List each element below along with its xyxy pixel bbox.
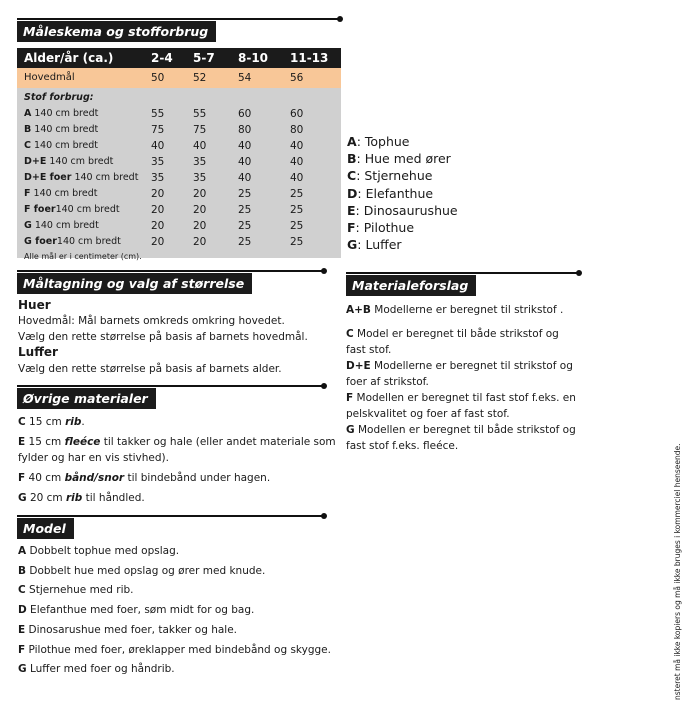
cell-value: 40: [290, 170, 341, 186]
model-item: [18, 622, 237, 638]
table-row: [17, 186, 341, 202]
section-rule: [17, 270, 324, 272]
ovrige-item: [18, 434, 336, 466]
table-subheading-row: [17, 88, 341, 106]
units-note: Alle mål er i centimeter (cm).: [24, 252, 142, 261]
table-header-cell: 11-13: [290, 48, 341, 68]
row-label: [17, 106, 151, 122]
materialeforslag-code: D+E: [346, 360, 371, 372]
table-header-cell: 2-4: [151, 48, 193, 68]
cell-value: 20: [193, 186, 238, 202]
ovrige-post: til bindebånd under hagen.: [124, 472, 271, 484]
cell-value: 80: [290, 122, 341, 138]
row-label: [17, 202, 151, 218]
model-code: B: [18, 564, 27, 577]
ovrige-line: fylder og har en vis stivhed).: [18, 452, 169, 464]
legend-code: G: [347, 237, 358, 253]
materialeforslag-item: [346, 302, 563, 318]
row-code: F foer: [24, 204, 56, 215]
model-code: F: [18, 643, 26, 656]
model-code: D: [18, 604, 27, 617]
model-text: Pilothue med foer, øreklapper med bindebånd og skygge.: [25, 643, 331, 656]
ovrige-emphasis: bånd/snor: [64, 472, 125, 484]
row-text: 140 cm bredt: [30, 140, 98, 151]
table-header-cell: Alder/år (ca.): [17, 48, 151, 68]
row-text: 140 cm bredt: [31, 124, 99, 135]
legend-code: C: [347, 168, 357, 184]
cell-value: 40: [290, 154, 341, 170]
copyright-note: nsteret må ikke kopiers og må ikke bruges i kommerciel henseende.: [673, 443, 682, 700]
cell-value: 25: [290, 186, 341, 202]
materialeforslag-item: [346, 326, 559, 358]
cell-value: 55: [151, 106, 193, 122]
row-label: [17, 170, 151, 186]
cell-value: 50: [151, 68, 193, 88]
row-text: 140 cm bredt: [46, 156, 114, 167]
table-row: [17, 234, 341, 250]
materialeforslag-code: A+B: [346, 304, 371, 316]
table-row: [17, 218, 341, 234]
ovrige-item: [18, 490, 145, 506]
legend-code: E: [347, 202, 356, 218]
cell-value: 35: [193, 170, 238, 186]
materialeforslag-line: pelskvalitet og foer af fast stof.: [346, 408, 510, 420]
cell-value: 20: [151, 218, 193, 234]
cell-value: 20: [151, 186, 193, 202]
row-label: [17, 186, 151, 202]
cell-value: 40: [238, 170, 290, 186]
cell-value: 35: [193, 154, 238, 170]
ovrige-pre: 15 cm: [25, 416, 66, 428]
legend-code: A: [347, 134, 357, 149]
legend-item: [347, 185, 458, 202]
legend-text: : Tophue: [356, 134, 410, 149]
model-text: Dobbelt hue med opslag og ører med knude.: [26, 564, 266, 577]
row-code: G: [24, 220, 32, 231]
materialeforslag-code: G: [346, 424, 355, 436]
table-row: [17, 170, 341, 186]
materialeforslag-code: F: [346, 392, 354, 404]
materialeforslag-text: Modellerne er beregnet til strikstof .: [370, 304, 564, 316]
materialeforslag-item: [346, 358, 573, 390]
row-code: G foer: [24, 236, 57, 247]
ovrige-emphasis: fleéce: [64, 436, 101, 448]
cell-value: 20: [193, 202, 238, 218]
huer-text-2: Vælg den rette størrelse på basis af barnets hovedmål.: [18, 331, 308, 343]
row-text: 140 cm bredt: [30, 188, 98, 199]
row-label: [17, 154, 151, 170]
luffer-heading: Luffer: [18, 345, 58, 359]
model-text: Dinosarushue med foer, takker og hale.: [25, 623, 238, 636]
materialeforslag-item: [346, 422, 576, 454]
cell-value: 56: [290, 68, 341, 88]
ovrige-item: [18, 414, 85, 430]
cell-value: 25: [238, 218, 290, 234]
row-label: [17, 122, 151, 138]
ovrige-pre: 15 cm: [25, 436, 65, 448]
model-legend: [347, 133, 458, 253]
ovrige-emphasis: rib: [65, 416, 82, 428]
legend-text: : Pilothue: [355, 220, 415, 236]
cell-value: 80: [238, 122, 290, 138]
cell-value: 35: [151, 170, 193, 186]
cell-value: 52: [193, 68, 238, 88]
ovrige-line: [18, 490, 145, 506]
model-text: Elefanthue med foer, søm midt for og bag.: [26, 604, 255, 617]
model-text: Dobbelt tophue med opslag.: [26, 545, 180, 557]
ovrige-code: C: [18, 416, 26, 428]
legend-item: [347, 167, 458, 184]
cell-value: 55: [193, 106, 238, 122]
ovrige-code: G: [18, 492, 27, 504]
model-item: [18, 543, 179, 559]
row-text: 140 cm bredt: [55, 204, 120, 215]
materialeforslag-code: C: [346, 328, 354, 340]
model-code: C: [18, 584, 26, 597]
model-item: [18, 642, 331, 658]
legend-code: B: [347, 151, 357, 167]
row-text: 140 cm bredt: [56, 236, 121, 247]
section-title-ovrige: Øvrige materialer: [17, 388, 156, 409]
table-row: [17, 106, 341, 122]
model-item: [18, 602, 254, 618]
legend-item: [347, 202, 458, 219]
ovrige-post: til takker og hale (eller andet materiale som: [100, 436, 336, 448]
model-text: Luffer med foer og håndrib.: [26, 663, 175, 676]
materialeforslag-item: [346, 390, 576, 422]
ovrige-emphasis: rib: [66, 492, 83, 504]
cell-value: 75: [151, 122, 193, 138]
cell-value: 75: [193, 122, 238, 138]
model-code: A: [18, 545, 27, 557]
materialeforslag-line: foer af strikstof.: [346, 376, 429, 388]
materialeforslag-text: Model er beregnet til både strikstof og: [353, 328, 559, 340]
table-header-cell: 5-7: [193, 48, 238, 68]
model-item: [18, 582, 134, 598]
row-code: F: [24, 188, 31, 199]
section-rule: [346, 272, 579, 274]
ovrige-line: [18, 434, 336, 450]
section-title-maaleskema: Måleskema og stofforbrug: [17, 21, 216, 42]
cell-value: 25: [238, 202, 290, 218]
table-row-hovedmaal: [17, 68, 341, 88]
row-code: C: [24, 140, 31, 151]
model-code: G: [18, 663, 27, 676]
cell-value: 40: [151, 138, 193, 154]
cell-value: 20: [193, 234, 238, 250]
ovrige-code: F: [18, 472, 26, 484]
cell-value: 40: [290, 138, 341, 154]
model-text: Stjernehue med rib.: [25, 584, 134, 597]
legend-text: : Stjernehue: [356, 168, 433, 184]
ovrige-post: .: [81, 416, 85, 428]
materialeforslag-text: Modellerne er beregnet til strikstof og: [370, 360, 573, 372]
size-table: [17, 48, 341, 258]
row-text: 140 cm bredt: [31, 220, 99, 231]
section-title-materialeforslag: Materialeforslag: [346, 275, 476, 296]
huer-heading: Huer: [18, 298, 51, 312]
legend-item: [347, 219, 458, 236]
legend-code: F: [347, 220, 356, 236]
row-code: D+E: [24, 156, 47, 167]
cell-value: 54: [238, 68, 290, 88]
materialeforslag-text: Modellen er beregnet til både strikstof og: [354, 424, 576, 436]
cell-value: 20: [151, 234, 193, 250]
row-label: [17, 234, 151, 250]
table-subheading: Stof forbrug:: [17, 88, 341, 106]
materialeforslag-line: [346, 326, 559, 342]
materialeforslag-line: [346, 422, 576, 438]
legend-item: [347, 133, 458, 150]
cell-value: 35: [151, 154, 193, 170]
row-text: 140 cm bredt: [71, 172, 139, 183]
ovrige-post: til håndled.: [82, 492, 145, 504]
materialeforslag-line: [346, 358, 573, 374]
table-header-cell: 8-10: [238, 48, 290, 68]
section-title-model: Model: [17, 518, 74, 539]
model-item: [18, 563, 265, 579]
row-code: A: [24, 108, 32, 119]
ovrige-line: [18, 414, 85, 430]
model-item: [18, 661, 175, 677]
legend-item: [347, 150, 458, 167]
row-code: B: [24, 124, 32, 135]
cell-value: 25: [290, 202, 341, 218]
cell-value: 40: [238, 138, 290, 154]
cell-value: 25: [238, 234, 290, 250]
table-row: [17, 138, 341, 154]
legend-text: : Hue med ører: [356, 151, 451, 167]
cell-value: 20: [151, 202, 193, 218]
huer-text-1: Hovedmål: Mål barnets omkreds omkring hovedet.: [18, 315, 285, 327]
materialeforslag-line: fast stof.: [346, 344, 392, 356]
ovrige-pre: 20 cm: [26, 492, 66, 504]
ovrige-code: E: [18, 436, 26, 448]
cell-value: 20: [193, 218, 238, 234]
ovrige-item: [18, 470, 270, 486]
cell-value: 60: [238, 106, 290, 122]
cell-value: 25: [290, 218, 341, 234]
legend-text: : Luffer: [357, 237, 402, 253]
cell-value: 25: [238, 186, 290, 202]
row-label: [17, 218, 151, 234]
row-code: D+E foer: [24, 172, 72, 183]
materialeforslag-line: [346, 390, 576, 406]
section-rule: [17, 515, 324, 517]
cell-value: 25: [290, 234, 341, 250]
materialeforslag-line: [346, 302, 563, 318]
materialeforslag-text: Modellen er beregnet til fast stof f.eks. en: [353, 392, 576, 404]
ovrige-line: [18, 470, 270, 486]
row-label: [17, 138, 151, 154]
table-row: [17, 122, 341, 138]
legend-item: [347, 236, 458, 253]
legend-text: : Dinosaurushue: [355, 202, 458, 218]
cell-value: 40: [193, 138, 238, 154]
ovrige-pre: 40 cm: [25, 472, 65, 484]
cell-value: 60: [290, 106, 341, 122]
table-row: [17, 202, 341, 218]
legend-text: : Elefanthue: [357, 185, 434, 201]
section-rule: [17, 385, 324, 387]
legend-code: D: [347, 185, 358, 201]
section-title-maaltagning: Måltagning og valg af størrelse: [17, 273, 252, 294]
materialeforslag-line: fast stof f.eks. fleéce.: [346, 440, 459, 452]
row-label: Hovedmål: [17, 68, 151, 88]
luffer-text-1: Vælg den rette størrelse på basis af barnets alder.: [18, 363, 282, 375]
table-row: [17, 154, 341, 170]
cell-value: 40: [238, 154, 290, 170]
row-text: 140 cm bredt: [31, 108, 99, 119]
model-code: E: [18, 623, 26, 636]
section-rule: [17, 18, 340, 20]
